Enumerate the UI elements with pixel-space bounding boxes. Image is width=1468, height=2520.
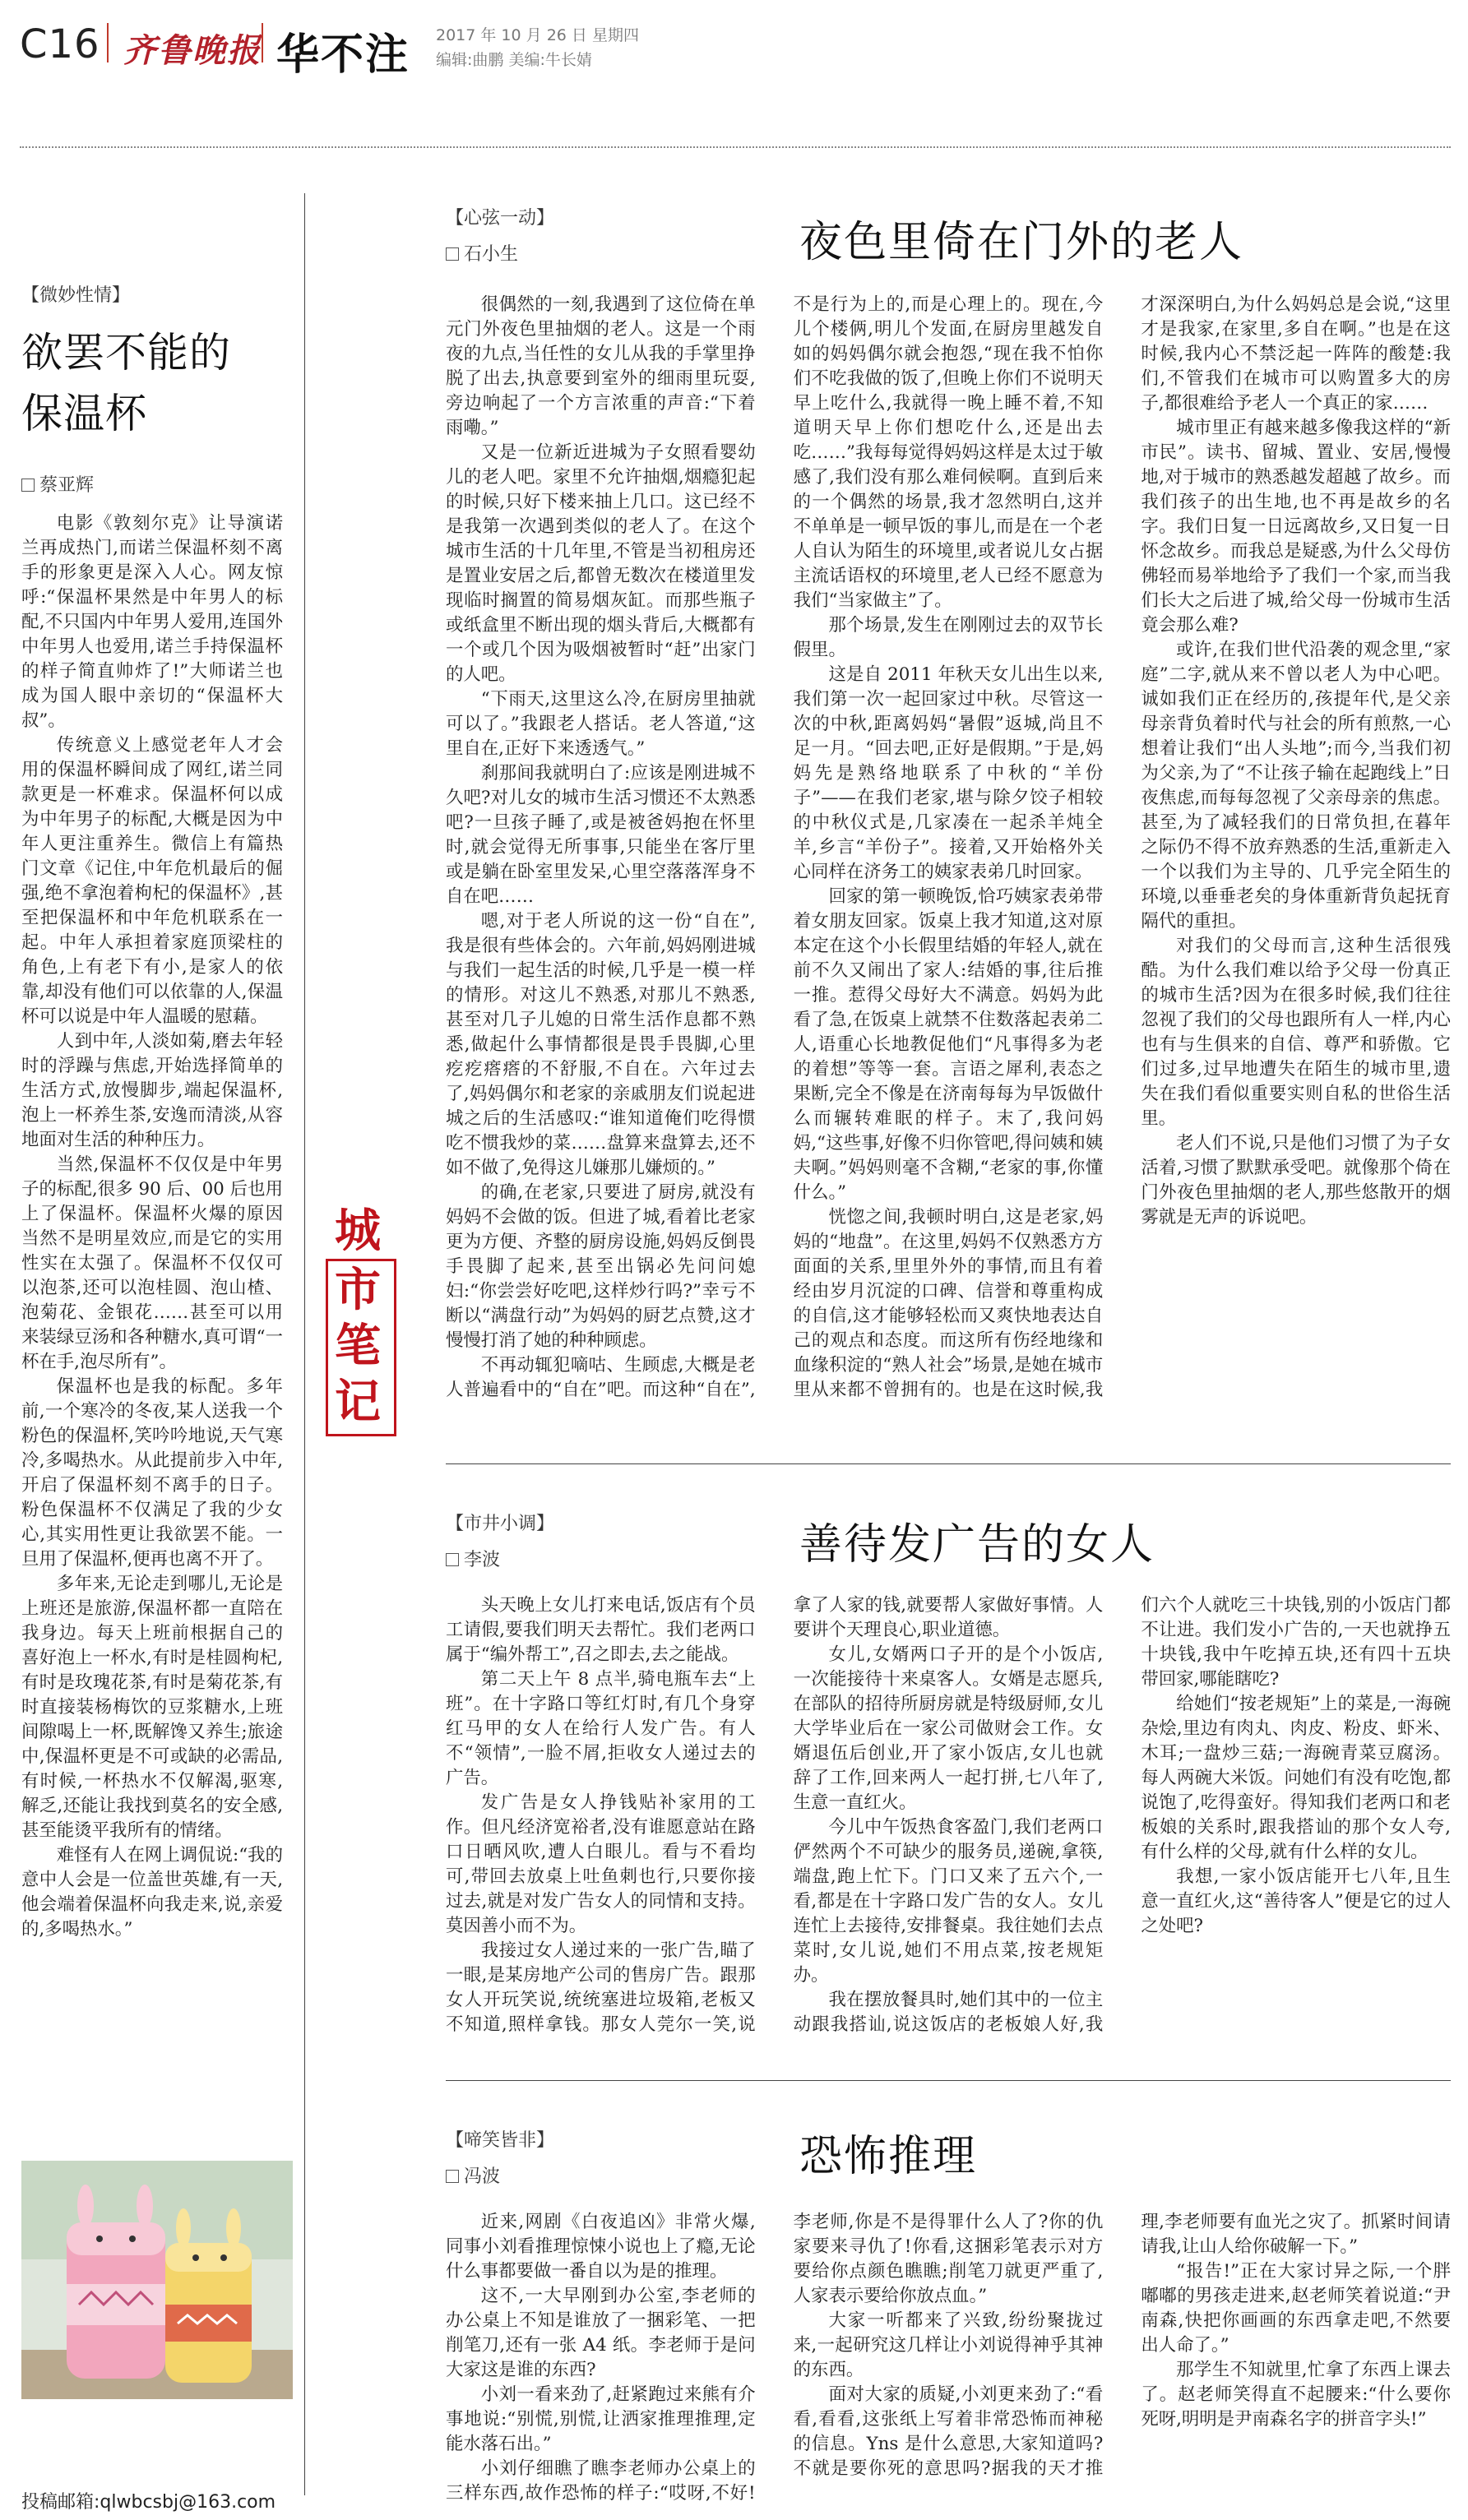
paragraph: 传统意义上感觉老年人才会用的保温杯瞬间成了网红,诺兰同款更是一杯难求。保温杯何以成为中年男子的标配,大概是因为中年人更注重养生。微信上有篇热门文章《记住,中年危机最后的倔强,绝不拿泡着枸杞的保温杯》,甚至把保温杯和中年危机联系在一起。中年人承担着家庭顶梁柱的角色,上有老下有小,是家人的依靠,却没有他们可以依靠的人,保温杯可以说是中年人温暖的慰藉。 <box>21 735 283 1027</box>
paragraph: 对我们的父母而言,这种生活很残酷。为什么我们难以给予父母一份真正的城市生活?因为在很多时候,我们往往忽视了我们的父母也跟所有人一样,内心也有与生俱来的自信、尊严和骄傲。它们过多,过早地遭失在陌生的城市里,遗失在我们看似重要实则自私的世俗生活里。 <box>1141 936 1451 1129</box>
paragraph: 或许,在我们世代沿袭的观念里,“家庭”二字,就从来不曾以老人为中心吧。诚如我们正在经历的,孩提年代,是父亲母亲背负着时代与社会的所有煎熬,一心想着让我们“出人头地”;而今,当我们初为父亲,为了“不让孩子输在起跑线上”日夜焦虑,而每每忽视了父亲母亲的焦虑。甚至,为了减轻我们的日常负担,在暮年之际仍不得不放弃熟悉的生活,重新走入一个以我们为主导的、几乎完全陌生的环境,以垂垂老矣的身体重新背负起抚育隔代的重担。 <box>1141 640 1451 932</box>
title-line: 保温杯 <box>21 390 147 437</box>
column-tag: 【啼笑皆非】 <box>446 2130 555 2151</box>
author-name: 冯波 <box>464 2166 501 2187</box>
paragraph: 嗯,对于老人所说的这一份“自在”,我是很有些体会的。六年前,妈妈刚进城与我们一起生活的时候,几乎是一模一样的情形。对这儿不熟悉,对那儿不熟悉,甚至对几子儿媳的日常生活作息都不熟悉,做起什么事情都很是畏手畏脚,心里疙疙瘩瘩的不舒服,不自在。六年过去了,妈妈偶尔和老家的亲戚朋友们说起进城之后的生活感叹:“谁知道俺们吃得惯吃不惯我炒的菜……盘算来盘算去,还不如不做了,免得这儿嫌那儿嫌烦的。” <box>446 911 756 1178</box>
stamp-character: 笔 <box>335 1319 381 1373</box>
paragraph: 又是一位新近进城为子女照看婴幼儿的老人吧。家里不允许抽烟,烟瘾犯起的时候,只好下楼来抽上几口。这已经不是我第一次遇到类似的老人了。在这个城市生活的十几年里,不管是当初租房还是置业安居之后,都曾无数次在楼道里发现临时搁置的简易烟灰缸。而那些瓶子或纸盒里不断出现的烟头背后,大概都有一个或几个因为吸烟被暂时“赶”出家门的人吧。 <box>446 442 756 685</box>
byline <box>446 2162 500 2188</box>
paragraph: 多年来,无论走到哪儿,无论是上班还是旅游,保温杯都一直陪在我身边。每天上班前根据自己的喜好泡上一杯水,有时是桂圆枸杞,有时是玫瑰花茶,有时是菊花茶,有时直接装杨梅饮的豆浆糖水,上班间隙喝上一杯,既解馋又养生;旅途中,保温杯更是不可或缺的必需品,有时候,一杯热水不仅解渴,驱寒,解乏,还能让我找到莫名的安全感,甚至能烫平我所有的情绪。 <box>21 1574 283 1841</box>
paragraph: 女儿,女婿两口子开的是个小饭店,一次能接待十来桌客人。女婿是志愿兵,在部队的招待所厨房就是特级厨师,女儿大学毕业后在一家公司做财会工作。女婿退伍后创业,开了家小饭店,女儿也就辞了工作,回来两人一起打拼,七八年了,生意一直红火。 <box>793 1644 1104 1813</box>
paragraph: 给她们“按老规矩”上的菜是,一海碗杂烩,里边有肉丸、肉皮、粉皮、虾米、木耳;一盘炒三菇;一海碗青菜豆腐汤。每人两碗大米饭。问她们有没有吃饱,都说饱了,吃得蛮好。得知我们老两口和老板娘的关系时,跟我搭讪的那个女人夸,有什么样的父母,就有什么样的女儿。 <box>1141 1694 1451 1862</box>
section-rule <box>446 2080 1451 2081</box>
article-body <box>446 293 1451 1426</box>
stamp-character: 市 <box>335 1263 381 1317</box>
paragraph: “报告!”正在大家讨异之际,一个胖嘟嘟的男孩走进来,赵老师笑着说道:“尹南森,快把你画画的东西拿走吧,不然要出人命了。” <box>1141 2261 1451 2356</box>
paragraph: 不再动辄犯嘀咕、生顾虑,大概是老人普遍看中的“自在”吧。而这种“自在”,不是行为上的,而是心理上的。现在,今儿个楼俩,明儿个发面,在厨房里越发自如的妈妈偶尔就会抱怨,“现在我不怕你们不吃我做的饭了,但晚上你们不说明天早上吃什么,我就得一晚上睡不着,不知道明天早上你们想吃什么,还是出去吃……”我每每觉得妈妈这样是太过于敏感了,我们没有那么难伺候啊。直到后来的一个偶然的场景,我才忽然明白,这并不单单是一顿早饭的事儿,而是在一个老人自认为陌生的环境里,或者说儿女占据主流话语权的环境里,老人已经不愿意为我们“当家做主”了。 <box>446 294 1104 1400</box>
byline <box>21 471 94 497</box>
editor-credits: 编辑:曲鹏 美编:牛长婧 <box>436 51 592 69</box>
top-rule <box>20 146 1451 148</box>
paragraph: 发广告是女人挣钱贴补家用的工作。但凡经济宽裕者,没有谁愿意站在路口日晒风吹,遭人白眼儿。看与不看均可,带回去放桌上吐鱼刺也行,只要你接过去,就是对发广告女人的同情和支持。莫因善小而不为。 <box>446 1792 756 1936</box>
byline <box>446 240 518 266</box>
author-name: 蔡亚辉 <box>39 475 95 496</box>
paragraph: 人到中年,人淡如菊,磨去年轻时的浮躁与焦虑,开始选择简单的生活方式,放慢脚步,端起保温杯,泡上一杯养生茶,安逸而清淡,从容地面对生活的种种压力。 <box>21 1031 283 1150</box>
stamp-character: 记 <box>335 1375 381 1429</box>
byline-box-icon <box>446 1553 459 1566</box>
paragraph: 这是自 2011 年秋天女儿出生以来,我们第一次一起回家过中秋。尽管这一次的中秋,距离妈妈“暑假”返城,尚且不足一月。“回去吧,正好是假期。”于是,妈妈先是熟络地联系了中秋的“羊份子”——在我们老家,堪与除夕饺子相较的中秋仪式是,几家凑在一起杀羊炖全羊,乡言“羊份子”。接着,又开始格外关心同样在济务工的姨家表弟几时回家。 <box>793 664 1104 882</box>
column-divider <box>304 193 305 2495</box>
article-headline: 恐怖推理 <box>799 2132 978 2181</box>
submission-email: 投稿邮箱:qlwbcsbj@163.com <box>21 2492 276 2513</box>
paragraph: 难怪有人在网上调侃说:“我的意中人会是一位盖世英雄,有一天,他会端着保温杯向我走来,说,亲爱的,多喝热水。” <box>21 1845 283 1940</box>
thermos-cups-illustration <box>21 2161 293 2399</box>
section-rule <box>446 1463 1451 1464</box>
column-tag: 【心弦一动】 <box>446 208 555 229</box>
paragraph: 今儿中午饭热食客盈门,我们老两口俨然两个不可缺少的服务员,递碗,拿筷,端盘,跑上忙下。门口又来了五六个,一看,都是在十字路口发广告的女人。女儿连忙上去接待,安排餐桌。我往她们去点菜时,女儿说,她们不用点菜,按老规矩办。 <box>793 1817 1104 1986</box>
paragraph: 我在摆放餐具时,她们其中的一位主动跟我搭讪,说这饭店的老板娘人好,我们六个人就吃三十块钱,别的小饭店门都不让进。我们发小广告的,一天也就挣五十块钱,我中午吃掉五块,还有四十五块带回家,哪能瞎吃? <box>793 1595 1451 2035</box>
paragraph: 老人们不说,只是他们习惯了为子女活着,习惯了默默承受吧。就像那个倚在门外夜色里抽烟的老人,那些悠散开的烟雾就是无声的诉说吧。 <box>1141 1133 1451 1228</box>
paragraph: 我想,一家小饭店能开七八年,且生意一直红火,这“善待客人”便是它的过人之处吧? <box>1141 1866 1451 1936</box>
byline-box-icon <box>21 479 35 492</box>
paragraph: 的确,在老家,只要进了厨房,就没有妈妈不会做的饭。但进了城,看着比老家更为方便、齐整的厨房设施,妈妈反倒畏手畏脚了起来,甚至出锅必先问问媳妇:“你尝尝好吃吧,这样炒行吗?”幸亏不断以“满盘行动”为妈妈的厨艺点赞,这才慢慢打消了她的种种顾虑。 <box>446 1182 756 1351</box>
article-title <box>21 322 285 444</box>
city-notes-stamp <box>324 1205 393 1443</box>
paragraph: 城市里正有越来越多像我这样的“新市民”。读书、留城、置业、安居,慢慢地,对于城市的熟悉越发超越了故乡。而我们孩子的出生地,也不再是故乡的名字。我们日复一日远离故乡,又日复一日怀念故乡。而我总是疑惑,为什么父母仿佛轻而易举地给予了我们一个家,而当我们长大之后进了城,给父母一份城市生活竟会那么难? <box>1141 418 1451 636</box>
masthead-divider <box>107 23 109 62</box>
paragraph: 小刘一看来劲了,赶紧跑过来熊有介事地说:“别慌,别慌,让洒家推理推理,定能水落石出。” <box>446 2384 756 2454</box>
column-tag: 【微妙性情】 <box>21 285 131 306</box>
article-body <box>21 511 283 2131</box>
masthead <box>0 0 1468 82</box>
paragraph: 那学生不知就里,忙拿了东西上课去了。赵老师笑得直不起腰来:“什么要你死呀,明明是尹南森名字的拼音字头!” <box>1141 2360 1451 2430</box>
paragraph: 近来,网剧《白夜追凶》非常火爆,同事小刘看推理惊悚小说也上了瘾,无论什么事都要做一番自以为是的推理。 <box>446 2212 756 2282</box>
page-number: C16 <box>20 21 100 67</box>
masthead-divider <box>262 23 263 62</box>
paragraph: 那个场景,发生在刚刚过去的双节长假里。 <box>793 615 1104 660</box>
paragraph: 头天晚上女儿打来电话,饭店有个员工请假,要我们明天去帮忙。我们老两口属于“编外帮工”,召之即去,去之能战。 <box>446 1595 756 1665</box>
paragraph: 电影《敦刻尔克》让导演诺兰再成热门,而诺兰保温杯刻不离手的形象更是深入人心。网友惊呼:“保温杯果然是中年男人的标配,不只国内中年男人爱用,连国外中年男人也爱用,诺兰手持保温杯的样子简直帅炸了!”大师诺兰也成为国人眼中亲切的“保温杯大叔”。 <box>21 513 283 731</box>
article-body <box>446 1593 1451 2037</box>
author-name: 李波 <box>464 1550 501 1570</box>
thermos-cups-photo <box>21 2161 293 2399</box>
paragraph: 大家一听都来了兴致,纷纷聚拢过来,一起研究这几样让小刘说得神乎其神的东西。 <box>793 2310 1104 2380</box>
author-name: 石小生 <box>464 244 519 265</box>
issue-date: 2017 年 10 月 26 日 星期四 <box>436 26 639 44</box>
paragraph: 很偶然的一刻,我遇到了这位倚在单元门外夜色里抽烟的老人。这是一个雨夜的九点,当任性的女儿从我的手掌里挣脱了出去,执意要到室外的细雨里玩耍,旁边响起了一个方言浓重的声音:“下着雨嘞。” <box>446 294 756 438</box>
paragraph: 面对大家的质疑,小刘更来劲了:“看看,看看,这张纸上写着非常恐怖而神秘的信息。Yns 是什么意思,大家知道吗?不就是要你死的意思吗?据我的天才推理,李老师要有血光之灾了。抓紧时间请请我,让山人给你破解一下。” <box>793 2212 1451 2479</box>
stamp-character: 城 <box>335 1204 381 1258</box>
byline-box-icon <box>446 2170 459 2183</box>
byline <box>446 1546 500 1571</box>
paragraph: 小刘仔细瞧了瞧李老师办公桌上的三样东西,故作恐怖的样子:“哎呀,不好!李老师,你是不是得罪什么人了?你的仇家要来寻仇了!你看,这捆彩笔表示对方要给你点颜色瞧瞧;削笔刀就更严重了,人家表示要给你放点血。” <box>446 2212 1104 2504</box>
paragraph: 回家的第一顿晚饭,恰巧姨家表弟带着女朋友回家。饭桌上我才知道,这对原本定在这个小长假里结婚的年轻人,就在前不久又闹出了家人:结婚的事,往后推一推。惹得父母好大不满意。妈妈为此看了急,在饭桌上就禁不住数落起表弟二人,语重心长地教促他们“凡事得多为老的着想”等等一套。言语之犀利,表态之果断,完全不像是在济南每每为早饭做什么而辗转难眠的样子。末了,我问妈妈,“这些事,好像不归你管吧,得问姨和姨夫啊。”妈妈则毫不含糊,“老家的事,你懂什么。” <box>793 886 1104 1203</box>
paragraph: 当然,保温杯不仅仅是中年男子的标配,很多 90 后、00 后也用上了保温杯。保温杯火爆的原因当然不是明星效应,而是它的实用性实在太强了。保温杯不仅仅可以泡茶,还可以泡桂圆、泡山楂、泡菊花、金银花……甚至可以用来装绿豆汤和各种糖水,真可谓“一杯在手,泡尽所有”。 <box>21 1154 283 1372</box>
title-line: 欲罢不能的 <box>21 329 231 377</box>
article-headline: 善待发广告的女人 <box>799 1520 1155 1570</box>
paragraph: “下雨天,这里这么冷,在厨房里抽就可以了。”我跟老人搭话。老人答道,“这里自在,正好下来透透气。” <box>446 689 756 759</box>
paragraph: 我接过女人递过来的一张广告,瞄了一眼,是某房地产公司的售房广告。跟那女人开玩笑说,统统塞进垃圾箱,老板又不知道,照样拿钱。那女人莞尔一笑,说拿了人家的钱,就要帮人家做好事情。人要讲个天理良心,职业道德。 <box>446 1595 1104 2035</box>
article-body <box>446 2210 1451 2506</box>
paragraph: 这不,一大早刚到办公室,李老师的办公桌上不知是谁放了一捆彩笔、一把削笔刀,还有一张 A4 纸。李老师于是问大家这是谁的东西? <box>446 2286 756 2380</box>
newspaper-name: 齐鲁晚报 <box>123 31 262 70</box>
paragraph: 保温杯也是我的标配。多年前,一个寒冷的冬夜,某人送我一个粉色的保温杯,笑吟吟地说,天气寒冷,多喝热水。从此提前步入中年,开启了保温杯刻不离手的日子。粉色保温杯不仅满足了我的少女心,其实用性更让我欲罢不能。一旦用了保温杯,便再也离不开了。 <box>21 1376 283 1570</box>
byline-box-icon <box>446 247 459 261</box>
column-tag: 【市井小调】 <box>446 1514 555 1534</box>
section-name: 华不注 <box>276 30 410 80</box>
paragraph: 刹那间我就明白了:应该是刚进城不久吧?对儿女的城市生活习惯还不太熟悉吧?一旦孩子睡了,或是被爸妈抱在怀里时,就会觉得无所事事,只能坐在客厅里或是躺在卧室里发呆,心里空落落浑身不自在吧…… <box>446 763 756 907</box>
paragraph: 恍惚之间,我顿时明白,这是老家,妈妈的“地盘”。在这里,妈妈不仅熟悉方方面面的关系,里里外外的事情,而且有着经由岁月沉淀的口碑、信誉和尊重构成的自信,这才能够轻松而又爽快地表达自己的观点和态度。而这所有伤经地缘和血缘积淀的“熟人社会”场景,是她在城市里从来都不曾拥有的。也是在这时候,我才深深明白,为什么妈妈总是会说,“这里才是我家,在家里,多自在啊。”也是在这时候,我内心不禁泛起一阵阵的酸楚:我们,不管我们在城市可以购置多大的房子,都很难给予老人一个真正的家…… <box>793 294 1451 1400</box>
paragraph: 第二天上午 8 点半,骑电瓶车去“上班”。在十字路口等红灯时,有几个身穿红马甲的女人在给行人发广告。有人不“领情”,一脸不屑,拒收女人递过去的广告。 <box>446 1669 756 1788</box>
article-headline: 夜色里倚在门外的老人 <box>799 218 1244 267</box>
